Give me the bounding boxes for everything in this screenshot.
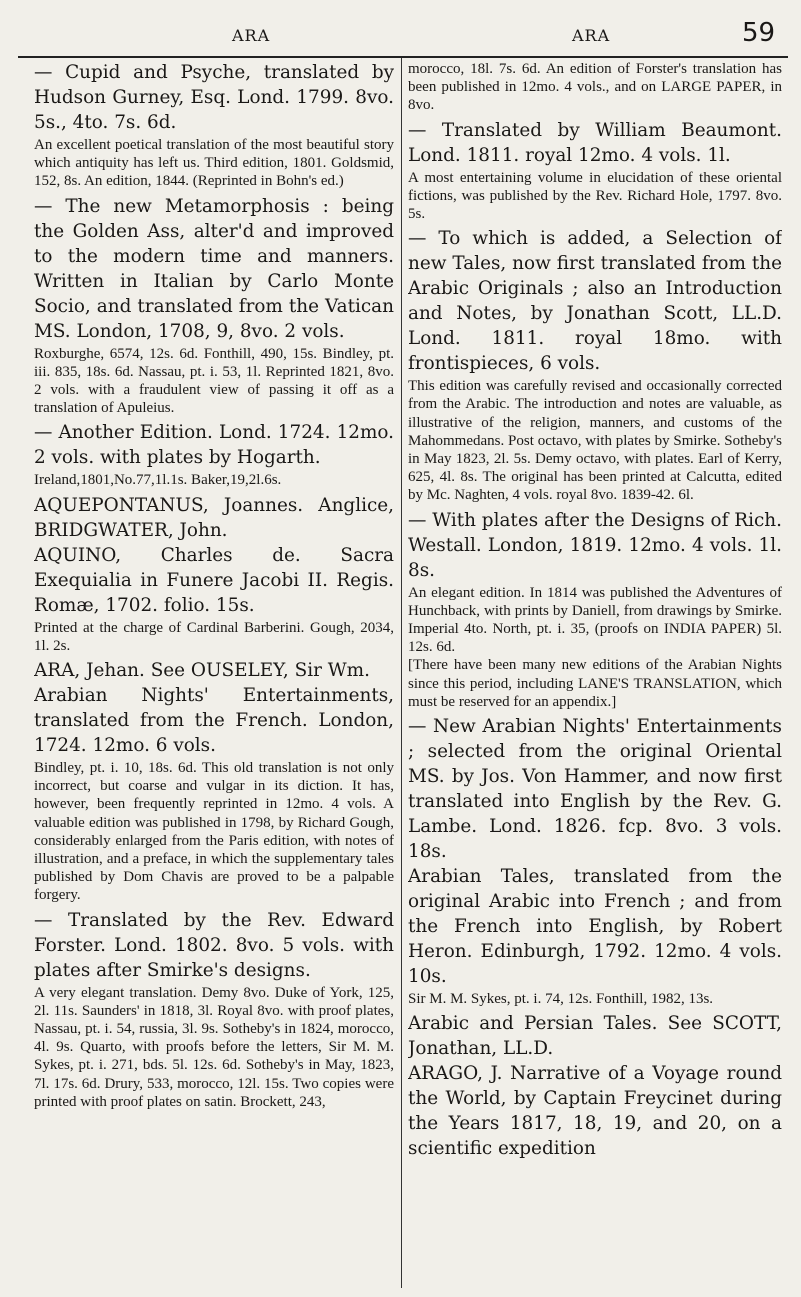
entry-note: Ireland,1801,No.77,1l.1s. Baker,19,2l.6s. (34, 472, 282, 489)
entry-note: morocco, 18l. 7s. 6d. An edition of Forster's translation has been published in 12mo. 4 vols., and on LARGE PAPER, in 8vo. (408, 61, 782, 114)
entry-heading: AQUEPONTANUS, Joannes. Anglice, BRIDGWATER, John. (34, 494, 394, 541)
entry-heading: ARAGO, J. Narrative of a Voyage round the World, by Captain Freycinet during the Years 1817, 18, 19, and 20, on a scientific expedition (408, 1063, 782, 1160)
entry-heading: Arabian Tales, translated from the original Arabic into French ; and from the French into English, by Robert Heron. Edinburgh, 1792. 12mo. 4 vols. 10s. (408, 866, 782, 988)
entry-heading: — Translated by the Rev. Edward Forster. Lond. 1802. 8vo. 5 vols. with plates after Smirke's designs. (34, 909, 394, 981)
right-column (408, 60, 782, 1292)
right-running-head: ARA (572, 26, 611, 45)
entry-note: This edition was carefully revised and occasionally corrected from the Arabic. The introduction and notes are valuable, as illustrative of the religion, manners, and customs of the Mahommedans. Post octavo, with plates by Smirke. Sotheby's in May 1823, 2l. 5s. Demy octavo, with plates. Earl of Kerry, 625, 4l. 8s. The original has been printed at Calcutta, edited by Mc. Naghten, 4 vols. royal 8vo. 1839-42. 6l. (408, 378, 782, 504)
entry-heading: Arabic and Persian Tales. See SCOTT, Jonathan, LL.D. (408, 1013, 782, 1060)
entry-heading: — With plates after the Designs of Rich. Westall. London, 1819. 12mo. 4 vols. 1l. 8s. (408, 509, 782, 581)
entry-note: Bindley, pt. i. 10, 18s. 6d. This old translation is not only incorrect, but coarse and vulgar in its diction. It has, however, been frequently reprinted in 12mo. 4 vols. A valuable edition was published in 1798, by Richard Gough, considerably enlarged from the Paris edition, with notes of illustration, and a preface, in which the supplementary tales published by Dom Chavis are proved to be a palpable forgery. (34, 760, 394, 904)
entry-note: A most entertaining volume in elucidation of these oriental fictions, was published by the Rev. Richard Hole, 1797. 8vo. 5s. (408, 169, 782, 223)
entry-heading: — Cupid and Psyche, translated by Hudson Gurney, Esq. Lond. 1799. 8vo. 5s., 4to. 7s. 6d. (34, 62, 394, 133)
entry-heading: AQUINO, Charles de. Sacra Exequialia in Funere Jacobi II. Regis. Romæ, 1702. folio. 15s. (34, 544, 394, 616)
entry-heading: Arabian Nights' Entertainments, translated from the French. London, 1724. 12mo. 6 vols. (34, 685, 394, 757)
entry-heading: ARA, Jehan. See OUSELEY, Sir Wm. (34, 660, 370, 682)
entry-heading: — To which is added, a Selection of new Tales, now first translated from the Arabic Originals ; also an Introduction and Notes, by Jonathan Scott, LL.D. Lond. 1811. royal 18mo. with frontispieces, 6 vols. (408, 228, 782, 375)
left-column (34, 60, 394, 1292)
header-rule (18, 56, 788, 58)
entry-note: [There have been many new editions of the Arabian Nights since this period, including LANE'S TRANSLATION, which must be reserved for an appendix.] (408, 657, 782, 710)
entry-note: Sir M. M. Sykes, pt. i. 74, 12s. Fonthill, 1982, 13s. (408, 991, 714, 1008)
entry-heading: — The new Metamorphosis : being the Golden Ass, alter'd and improved to the modern time and manners. Written in Italian by Carlo Monte Socio, and translated from the Vatican MS. London, 1708, 9, 8vo. 2 vols. (34, 195, 394, 342)
entry-note: An elegant edition. In 1814 was published the Adventures of Hunchback, with prints by Daniell, from drawings by Smirke. Imperial 4to. North, pt. i. 35, (proofs on INDIA PAPER) 5l. 12s. 6d. (408, 584, 782, 656)
entry-heading: — Another Edition. Lond. 1724. 12mo. 2 vols. with plates by Hogarth. (34, 422, 394, 469)
entry-heading: — Translated by William Beaumont. Lond. 1811. royal 12mo. 4 vols. 1l. (408, 119, 782, 166)
left-running-head: ARA (232, 26, 271, 45)
entry-note: Roxburghe, 6574, 12s. 6d. Fonthill, 490, 15s. Bindley, pt. iii. 835, 18s. 6d. Nassau, pt. i. 53, 1l. Reprinted 1821, 8vo. 2 vols. with a fraudulent view of passing it off as a translation of Apuleius. (34, 345, 394, 417)
entry-heading: — New Arabian Nights' Entertainments ; selected from the original Oriental MS. by Jos. Von Hammer, and now first translated into English by the Rev. G. Lambe. Lond. 1826. fcp. 8vo. 3 vols. 18s. (408, 716, 782, 863)
column-divider (401, 58, 402, 1288)
page-number: 59 (742, 18, 776, 48)
entry-note: A very elegant translation. Demy 8vo. Duke of York, 125, 2l. 11s. Saunders' in 1818, 3l. Royal 8vo. with proof plates, Nassau, pt. i. 54, russia, 3l. 9s. Sotheby's in 1824, morocco, 4l. 9s. Quarto, with proofs before the letters, Sir M. M. Sykes, pt. i. 271, bds. 5l. 12s. 6d. Sotheby's in May, 1823, 7l. 17s. 6d. Drury, 533, morocco, 12l. 15s. Two copies were printed with proof plates on satin. Brockett, 243, (34, 984, 394, 1110)
entry-note: Printed at the charge of Cardinal Barberini. Gough, 2034, 1l. 2s. (34, 619, 394, 654)
entry-note: An excellent poetical translation of the most beautiful story which antiquity has left us. Third edition, 1801. Goldsmid, 152, 8s. An edition, 1844. (Reprinted in Bohn's ed.) (34, 137, 394, 190)
